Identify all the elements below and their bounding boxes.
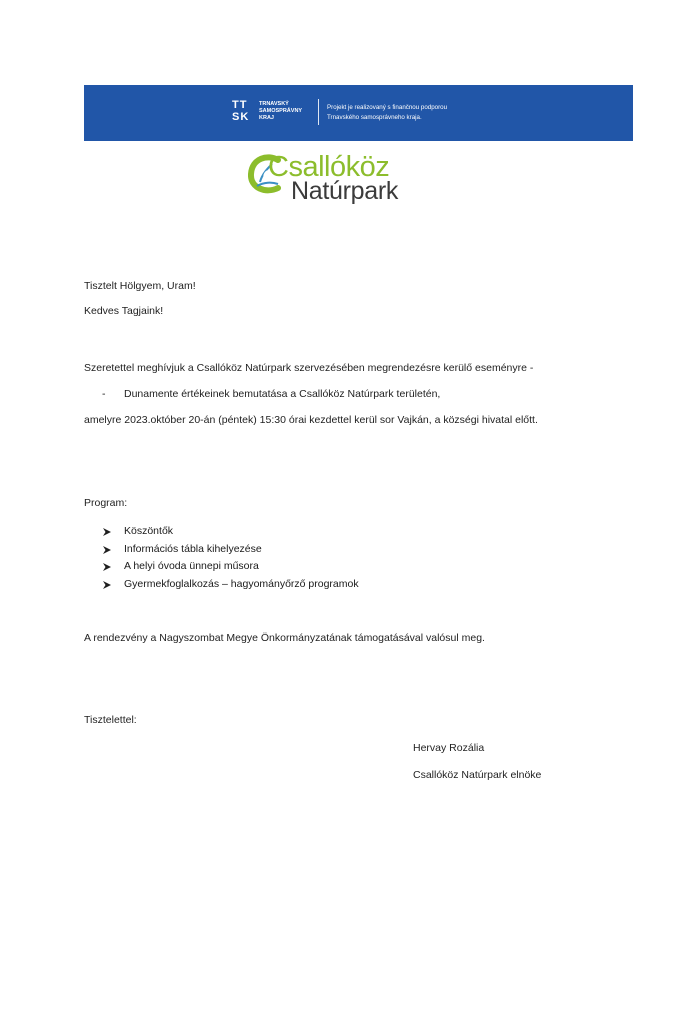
funding-line1: Projekt je realizovaný s finančnou podporou: [327, 104, 448, 111]
program-item-label: Gyermekfoglalkozás – hagyományőrző programok: [124, 577, 359, 590]
salutation-line2: Kedves Tagjaink!: [84, 305, 164, 317]
org-name-line3: KRAJ: [259, 115, 274, 121]
arrow-bullet-icon: [102, 527, 112, 537]
arrow-bullet-icon: [102, 562, 112, 572]
funding-banner: [84, 85, 633, 141]
ttsk-logo: [232, 99, 254, 127]
program-heading: Program:: [84, 497, 128, 509]
closing: Tisztelettel:: [84, 714, 137, 726]
funding-line2: Trnavského samosprávneho kraja.: [327, 114, 422, 121]
banner-divider: [318, 99, 319, 125]
org-name-line2: SAMOSPRÁVNY: [259, 108, 303, 114]
invitation-intro: Szeretettel meghívjuk a Csallóköz Natúrpark szervezésében megrendezésre kerülő eseményre -: [84, 362, 534, 374]
signer-title: Csallóköz Natúrpark elnöke: [413, 769, 542, 781]
logo-wordmark-line2: Natúrpark: [291, 177, 399, 205]
program-item-label: Információs tábla kihelyezése: [124, 542, 262, 555]
org-name-line1: TRNAVSKÝ: [259, 101, 289, 107]
event-details: amelyre 2023.október 20-án (péntek) 15:30 órai kezdettel kerül sor Vajkán, a községi hivatal előtt.: [84, 414, 538, 426]
ttsk-org-name: [259, 101, 302, 122]
funding-statement: [327, 103, 447, 123]
arrow-bullet-icon: [102, 545, 112, 555]
logo-wordmark-line1: Csallóköz: [268, 151, 390, 183]
program-item-label: A helyi óvoda ünnepi műsora: [124, 560, 259, 572]
program-item-label: Köszöntők: [124, 525, 174, 537]
ttsk-logo-line2: SK: [232, 111, 250, 123]
naturpark-logo: [248, 150, 418, 212]
salutation-line1: Tisztelt Hölgyem, Uram!: [84, 280, 196, 292]
event-dash: -: [102, 388, 106, 400]
arrow-bullet-icon: [102, 580, 112, 590]
signer-name: Hervay Rozália: [413, 742, 485, 754]
support-statement: A rendezvény a Nagyszombat Megye Önkormányzatának támogatásával valósul meg.: [84, 632, 485, 644]
ttsk-logo-line1: TT: [232, 99, 248, 111]
event-title: Dunamente értékeinek bemutatása a Csallóköz Natúrpark területén,: [124, 388, 441, 400]
